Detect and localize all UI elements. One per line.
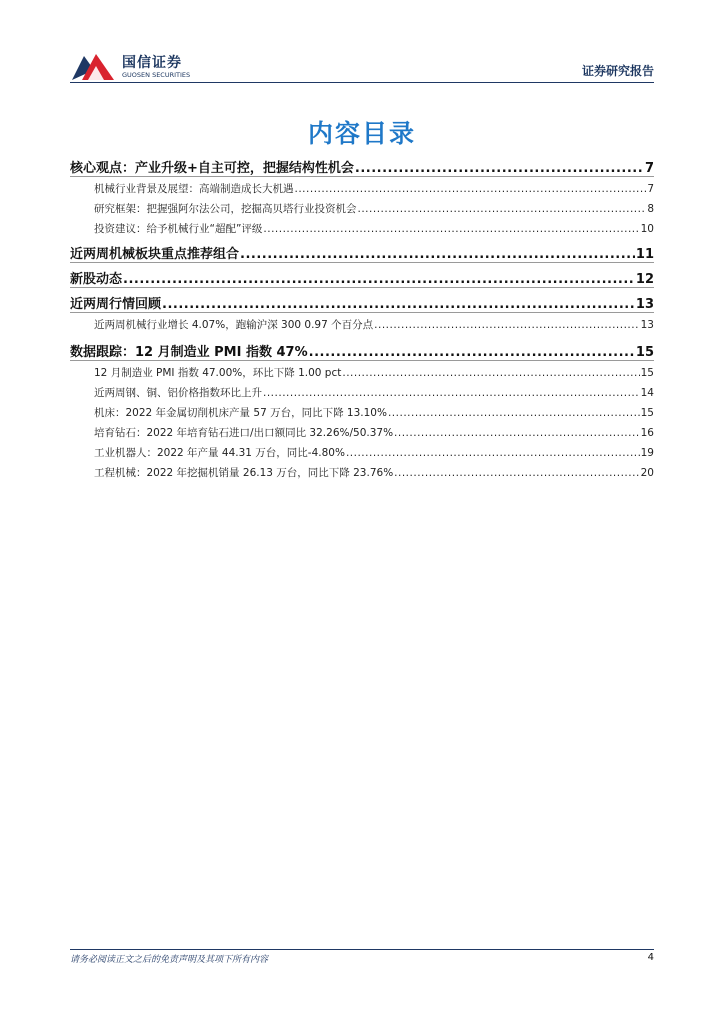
- toc-entry-page: 15: [635, 345, 654, 360]
- toc-entry-title: 培育钻石：2022 年培育钻石进口/出口额同比 32.26%/50.37%: [94, 427, 394, 439]
- toc-leader-dots: [388, 407, 640, 419]
- toc-entry-page: 11: [635, 247, 654, 262]
- toc-leader-dots: [295, 183, 647, 195]
- toc-entry-page: 12: [635, 272, 654, 287]
- toc-entry-page: 16: [640, 427, 654, 439]
- toc-entry-title: 新股动态: [70, 272, 123, 287]
- toc-leader-dots: [263, 387, 640, 399]
- toc-entry-level2[interactable]: [70, 465, 654, 481]
- toc-leader-dots: [346, 447, 640, 459]
- toc-entry-level1[interactable]: [70, 157, 654, 177]
- toc-entry-title: 核心观点：产业升级+自主可控，把握结构性机会: [70, 161, 354, 176]
- toc-leader-dots: [123, 272, 635, 287]
- toc-entry-page: 15: [640, 367, 654, 379]
- toc-entry-title: 近两周行情回顾: [70, 297, 162, 312]
- footer-disclaimer: 请务必阅读正文之后的免责声明及其项下所有内容: [70, 955, 269, 965]
- toc-entry-page: 19: [640, 447, 654, 459]
- toc-entry-level2[interactable]: [70, 385, 654, 401]
- guosen-logo-icon: [70, 52, 116, 82]
- toc-entry-level2[interactable]: [70, 425, 654, 441]
- toc-entry-page: 13: [640, 319, 654, 331]
- toc-leader-dots: [394, 427, 640, 439]
- page-number: 4: [647, 952, 654, 963]
- toc-entry-level1[interactable]: [70, 293, 654, 313]
- toc-entry-level2[interactable]: [70, 317, 654, 333]
- toc-entry-title: 近两周钢、铜、铝价格指数环比上升: [94, 387, 262, 399]
- company-logo: [70, 50, 210, 84]
- toc-section-rule: [70, 176, 654, 177]
- toc-entry-title: 机械行业背景及展望：高端制造成长大机遇: [94, 183, 294, 195]
- page-title: 内容目录: [307, 119, 416, 148]
- toc-leader-dots: [394, 467, 639, 479]
- toc-leader-dots: [358, 203, 647, 215]
- toc-entry-title: 工程机械：2022 年挖掘机销量 26.13 万台，同比下降 23.76%: [94, 467, 394, 479]
- header-divider: [70, 82, 654, 83]
- toc-entry-level1[interactable]: [70, 268, 654, 288]
- toc-entry-page: 10: [640, 223, 654, 235]
- toc-leader-dots: [355, 161, 644, 176]
- toc-entry-page: 14: [640, 387, 654, 399]
- toc-entry-level2[interactable]: [70, 201, 654, 217]
- toc-entry-level2[interactable]: [70, 445, 654, 461]
- toc-entry-level2[interactable]: [70, 181, 654, 197]
- toc-entry-page: 7: [647, 183, 654, 195]
- logo-text-en: GUOSEN SECURITIES: [122, 71, 191, 79]
- toc-leader-dots: [309, 345, 635, 360]
- toc-entry-level2[interactable]: [70, 405, 654, 421]
- toc-leader-dots: [263, 223, 639, 235]
- toc-section-rule: [70, 287, 654, 288]
- toc-leader-dots: [374, 319, 639, 331]
- toc-entry-title: 近两周机械行业增长 4.07%，跑输沪深 300 0.97 个百分点: [94, 319, 374, 331]
- toc-entry-level1[interactable]: [70, 243, 654, 263]
- toc-entry-level1[interactable]: [70, 341, 654, 361]
- toc-entry-title: 投资建议：给予机械行业“超配”评级: [94, 223, 263, 235]
- toc-leader-dots: [240, 247, 635, 262]
- toc-entry-title: 近两周机械板块重点推荐组合: [70, 247, 240, 262]
- toc-entry-title: 工业机器人：2022 年产量 44.31 万台，同比-4.80%: [94, 447, 345, 459]
- footer-divider: [70, 949, 654, 950]
- toc-entry-title: 机床：2022 年金属切削机床产量 57 万台，同比下降 13.10%: [94, 407, 387, 419]
- toc-entry-page: 15: [640, 407, 654, 419]
- toc-section-rule: [70, 312, 654, 313]
- toc-entry-level2[interactable]: [70, 221, 654, 237]
- toc-entry-title: 12 月制造业 PMI 指数 47.00%，环比下降 1.00 pct: [94, 367, 342, 379]
- toc-entry-title: 研究框架：把握强阿尔法公司，挖掘高贝塔行业投资机会: [94, 203, 357, 215]
- toc-entry-level2[interactable]: [70, 365, 654, 381]
- report-type-label: 证券研究报告: [581, 64, 654, 78]
- toc-entry-page: 20: [640, 467, 654, 479]
- toc-entry-page: 13: [635, 297, 654, 312]
- toc-leader-dots: [162, 297, 635, 312]
- toc-leader-dots: [342, 367, 639, 379]
- logo-text-cn: 国信证券: [122, 55, 182, 71]
- toc-section-rule: [70, 262, 654, 263]
- toc-entry-title: 数据跟踪：12 月制造业 PMI 指数 47%: [70, 345, 308, 360]
- toc-entry-page: 7: [644, 161, 654, 176]
- toc-entry-page: 8: [647, 203, 654, 215]
- toc-section-rule: [70, 360, 654, 361]
